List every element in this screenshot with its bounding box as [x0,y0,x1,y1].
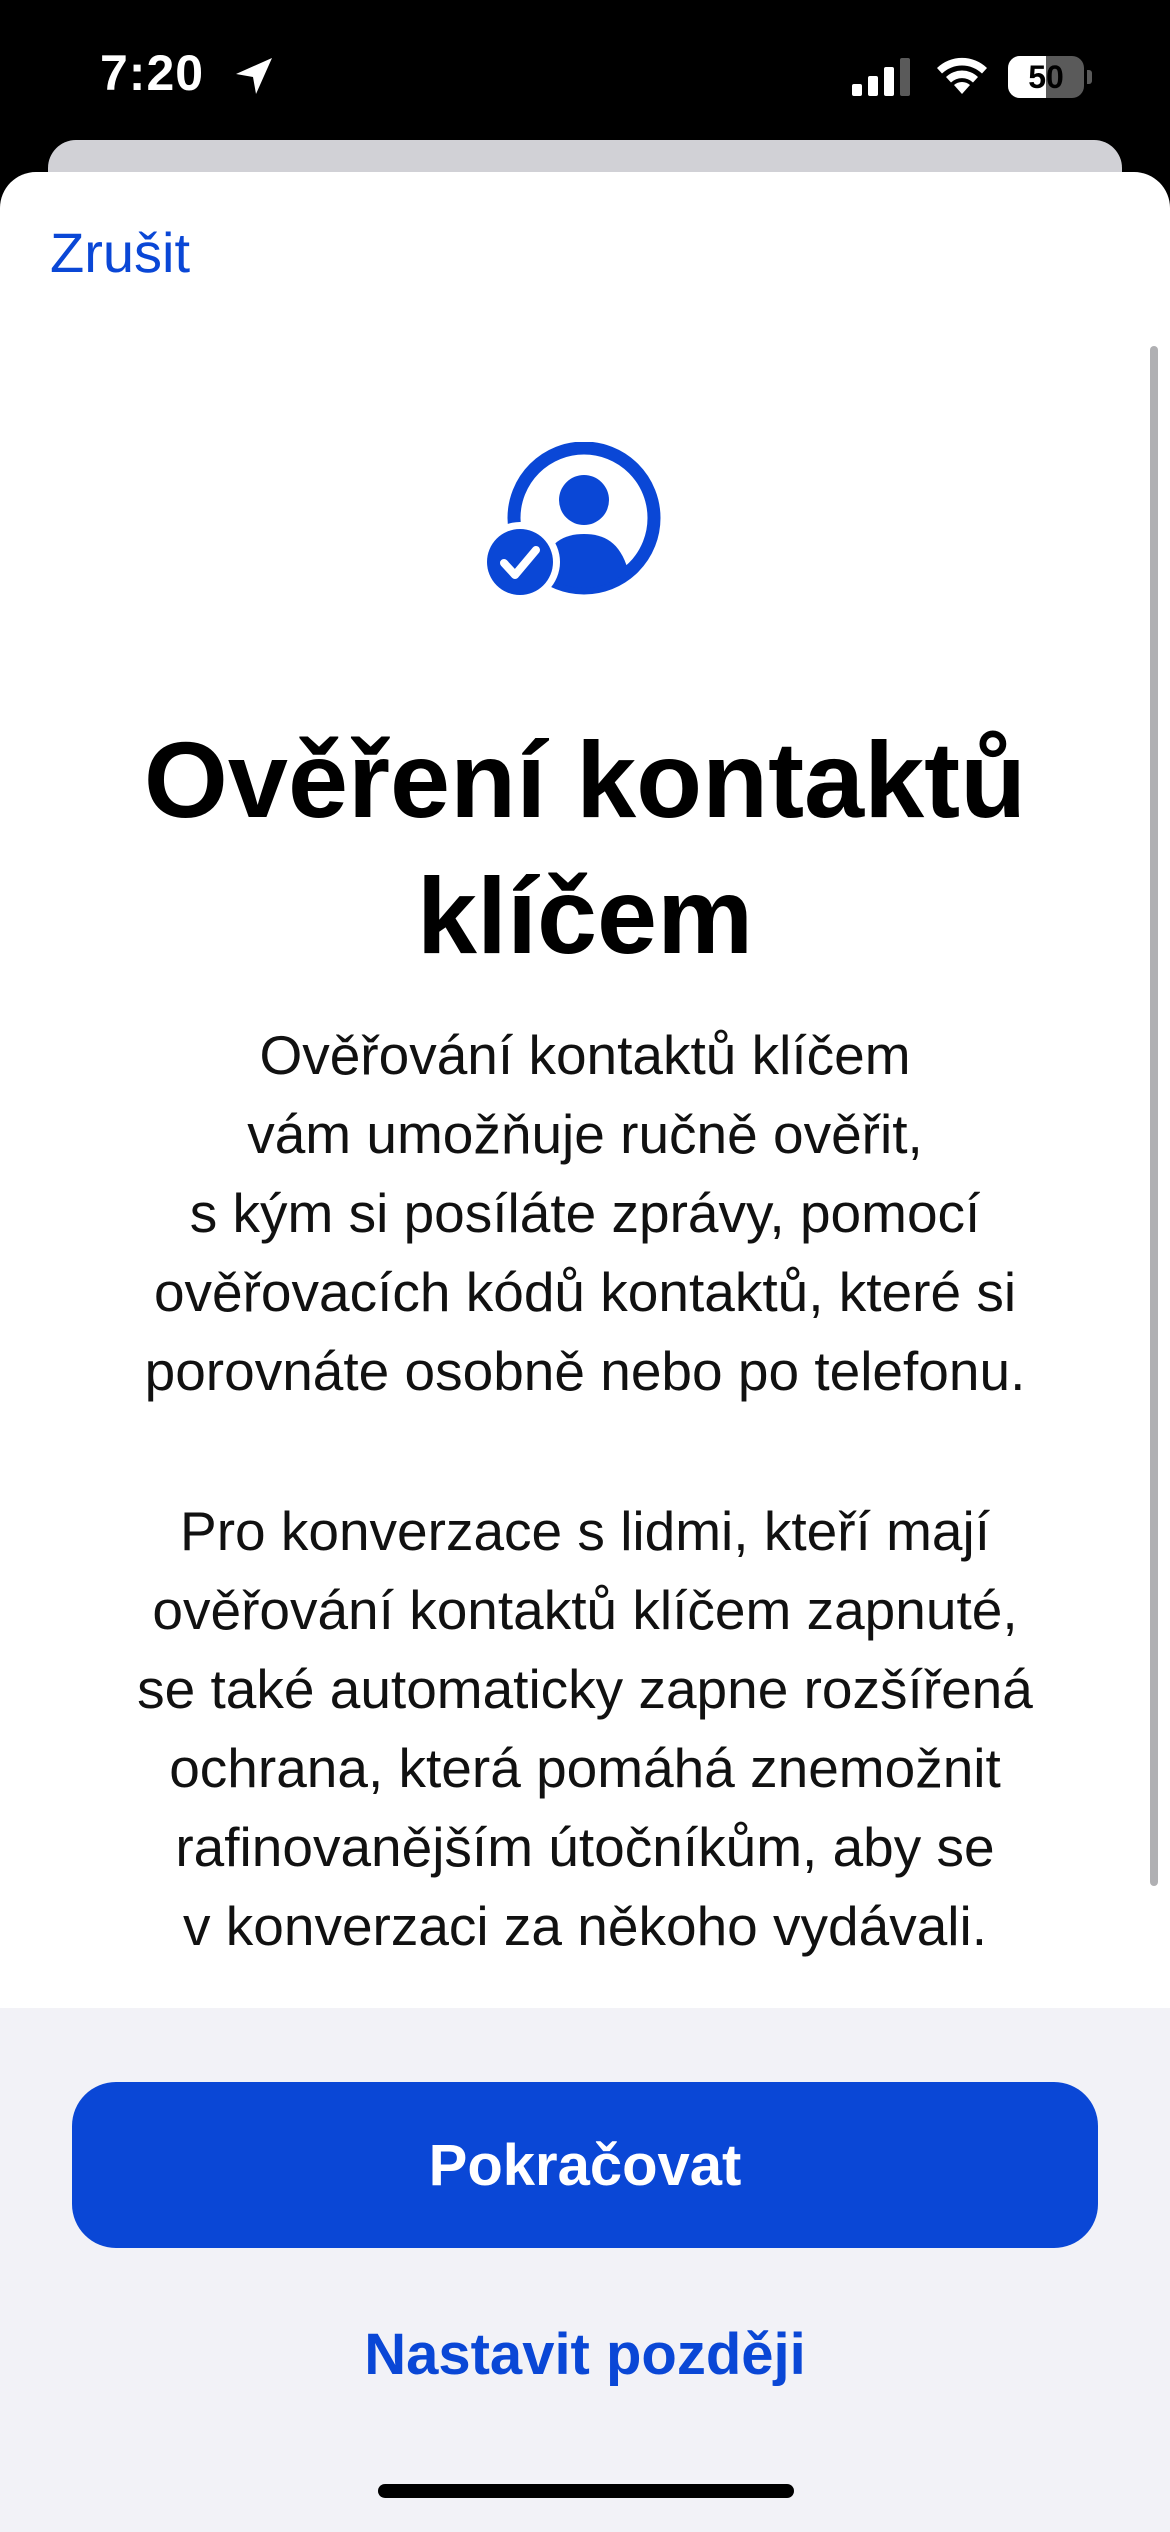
battery-body [1008,56,1084,98]
text-line: Ověřování kontaktů klíčem [259,1024,911,1086]
battery-indicator [1008,56,1092,98]
text-line: se také automaticky zapne rozšířená [137,1658,1033,1720]
status-time: 7:20 [100,45,205,101]
text-line: s kým si posíláte zprávy, pomocí [189,1182,981,1244]
text-line: ověřovacích kódů kontaktů, které si [153,1261,1017,1323]
battery-percent: 50 [1028,59,1064,95]
description-paragraph-2 [70,1492,1100,1966]
cellular-signal-icon [852,58,912,96]
home-indicator[interactable] [378,2484,794,2498]
text-line: rafinovanějším útočníkům, aby se [175,1816,995,1878]
text-line: Pro konverzace s lidmi, kteří mají [180,1500,990,1562]
page-title [60,712,1110,984]
status-bar [0,0,1170,140]
set-up-later-button[interactable]: Nastavit později [72,2304,1098,2404]
cancel-button[interactable]: Zrušit [50,221,190,284]
title-line: klíčem [416,855,754,976]
text-line: porovnáte osobně nebo po telefonu. [144,1340,1026,1402]
scroll-indicator[interactable] [1150,346,1158,1886]
text-line: ověřování kontaktů klíčem zapnuté, [152,1579,1018,1641]
description-paragraph-1 [70,1016,1100,1411]
text-line: ochrana, která pomáhá znemožnit [169,1737,1001,1799]
action-area [0,2008,1170,2532]
continue-button[interactable]: Pokračovat [72,2082,1098,2248]
title-line: Ověření kontaktů [143,719,1027,840]
battery-cap [1087,70,1092,84]
location-arrow-icon [232,54,276,98]
wifi-icon [934,54,990,96]
modal-sheet [0,172,1170,2532]
text-line: vám umožňuje ručně ověřit, [247,1103,923,1165]
text-line: v konverzaci za někoho vydávali. [182,1895,988,1957]
person-checkmark-circle-icon [484,442,664,622]
